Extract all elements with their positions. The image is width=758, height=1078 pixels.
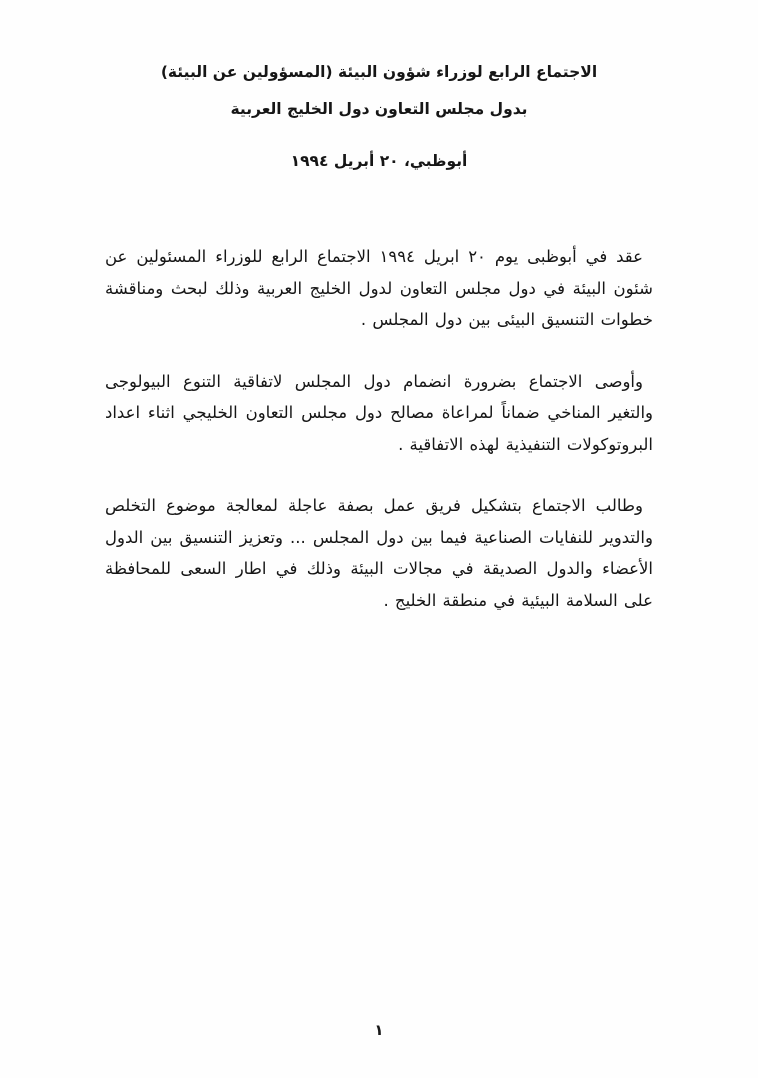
page-number: ١ <box>374 1021 384 1039</box>
document-header <box>0 54 758 176</box>
paragraph-meeting-held: عقد في أبوظبى يوم ٢٠ ابريل ١٩٩٤ الاجتماع الرابع للوزراء المسئولين عن شئون البيئة في دول مجلس التعاون لدول الخليج العربية وذلك لبحث ومناقشة خطوات التنسيق البيئى بين دول المجلس . <box>105 247 653 329</box>
document-title-line-2: بدول مجلس التعاون دول الخليج العربية <box>230 100 528 118</box>
document-body <box>105 241 653 646</box>
document-date: أبوظبي، ٢٠ أبريل ١٩٩٤ <box>290 152 468 170</box>
document-title-line-1: الاجتماع الرابع لوزراء شؤون البيئة (المسؤولين عن البيئة) <box>160 63 598 81</box>
page-footer <box>0 1020 758 1039</box>
paragraph-recommendation: وأوصى الاجتماع بضرورة انضمام دول المجلس لاتفاقية التنوع البيولوجى والتغير المناخي ضماناً لمراعاة مصالح دول مجلس التعاون الخليجي اثناء اعداد البروتوكولات التنفيذية لهذه الاتفاقية . <box>105 371 653 454</box>
paragraph-working-group: وطالب الاجتماع بتشكيل فريق عمل بصفة عاجلة لمعالجة موضوع التخلص والتدوير للنفايات الصناعية فيما بين دول المجلس ... وتعزيز التنسيق بين الدول الأعضاء والدول الصديقة في مجالات البيئة وذلك في اطار السعى للمحافظة على السلامة البيئية في منطقة الخليج . <box>105 496 653 610</box>
